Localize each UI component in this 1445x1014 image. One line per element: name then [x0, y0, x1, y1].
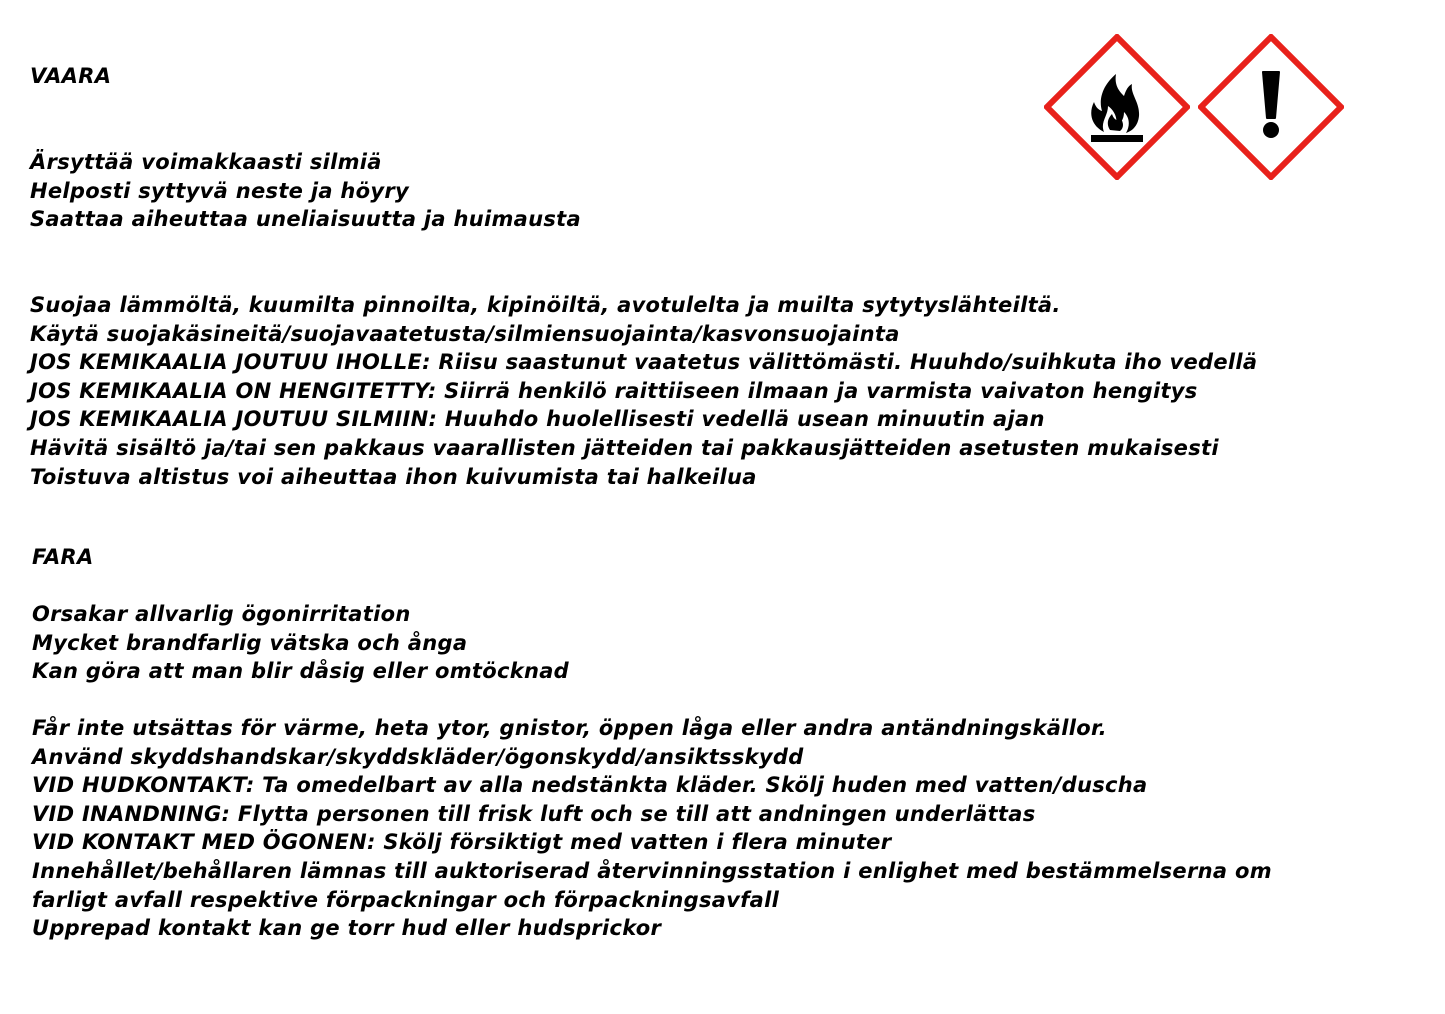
finnish-precautionary-statements — [30, 291, 1257, 491]
precautionary-statement-fi: Toistuva altistus voi aiheuttaa ihon kuivumista tai halkeilua — [30, 464, 757, 489]
finnish-hazard-statements — [30, 148, 581, 234]
precautionary-statement-sv: VID INANDNING: Flytta personen till frisk luft och se till att andningen underlättas — [32, 801, 1036, 826]
precautionary-statement-sv: Upprepad kontakt kan ge torr hud eller hudsprickor — [32, 916, 662, 941]
precautionary-statement-sv: VID KONTAKT MED ÖGONEN: Skölj försiktigt med vatten i flera minuter — [32, 830, 892, 855]
hazard-statement-fi: Helposti syttyvä neste ja höyry — [30, 178, 410, 203]
signal-word-sv: FARA — [32, 545, 94, 569]
precautionary-statement-sv: Använd skyddshandskar/skyddskläder/ögonskydd/ansiktsskydd — [32, 744, 804, 769]
swedish-precautionary-statements — [32, 714, 1272, 943]
swedish-hazard-statements — [32, 600, 569, 686]
precautionary-statement-fi: Hävitä sisältö ja/tai sen pakkaus vaarallisten jätteiden tai pakkausjätteiden asetusten mukaisesti — [30, 435, 1219, 460]
hazard-statement-sv: Orsakar allvarlig ögonirritation — [32, 602, 411, 626]
signal-word-fi: VAARA — [30, 64, 112, 88]
precautionary-statement-fi: Käytä suojakäsineitä/suojavaatetusta/silmiensuojainta/kasvonsuojainta — [30, 321, 900, 346]
precautionary-statement-fi: JOS KEMIKAALIA ON HENGITETTY: Siirrä henkilö raittiiseen ilmaan ja varmista vaivaton hengitys — [30, 378, 1198, 403]
precautionary-statement-fi: JOS KEMIKAALIA JOUTUU IHOLLE: Riisu saastunut vaatetus välittömästi. Huuhdo/suihkuta iho vedellä — [30, 350, 1258, 375]
ghs-pictograms — [1044, 34, 1344, 180]
swedish-signal-word-block — [32, 543, 94, 572]
precautionary-statement-sv: Får inte utsättas för värme, heta ytor, gnistor, öppen låga eller andra antändningskällor. — [32, 716, 1107, 740]
ghs-flame-icon — [1044, 34, 1190, 180]
ghs-exclamation-icon — [1198, 34, 1344, 180]
hazard-statement-fi: Ärsyttää voimakkaasti silmiä — [30, 150, 382, 174]
hazard-statement-sv: Kan göra att man blir dåsig eller omtöcknad — [32, 659, 570, 684]
finnish-signal-word-block — [30, 62, 111, 91]
precautionary-statement-sv: Innehållet/behållaren lämnas till auktoriserad återvinningsstation i enlighet med bestämmelserna om — [32, 858, 1272, 883]
precautionary-statement-fi: Suojaa lämmöltä, kuumilta pinnoilta, kipinöiltä, avotulelta ja muilta sytytyslähteiltä. — [30, 293, 1061, 317]
hazard-statement-fi: Saattaa aiheuttaa uneliaisuutta ja huimausta — [30, 207, 581, 232]
precautionary-statement-fi: JOS KEMIKAALIA JOUTUU SILMIIN: Huuhdo huolellisesti vedellä usean minuutin ajan — [30, 407, 1045, 432]
hazard-statement-sv: Mycket brandfarlig vätska och ånga — [32, 630, 468, 655]
precautionary-statement-sv: VID HUDKONTAKT: Ta omedelbart av alla nedstänkta kläder. Skölj huden med vatten/duscha — [32, 773, 1148, 798]
precautionary-statement-sv: farligt avfall respektive förpackningar och förpackningsavfall — [32, 887, 780, 912]
